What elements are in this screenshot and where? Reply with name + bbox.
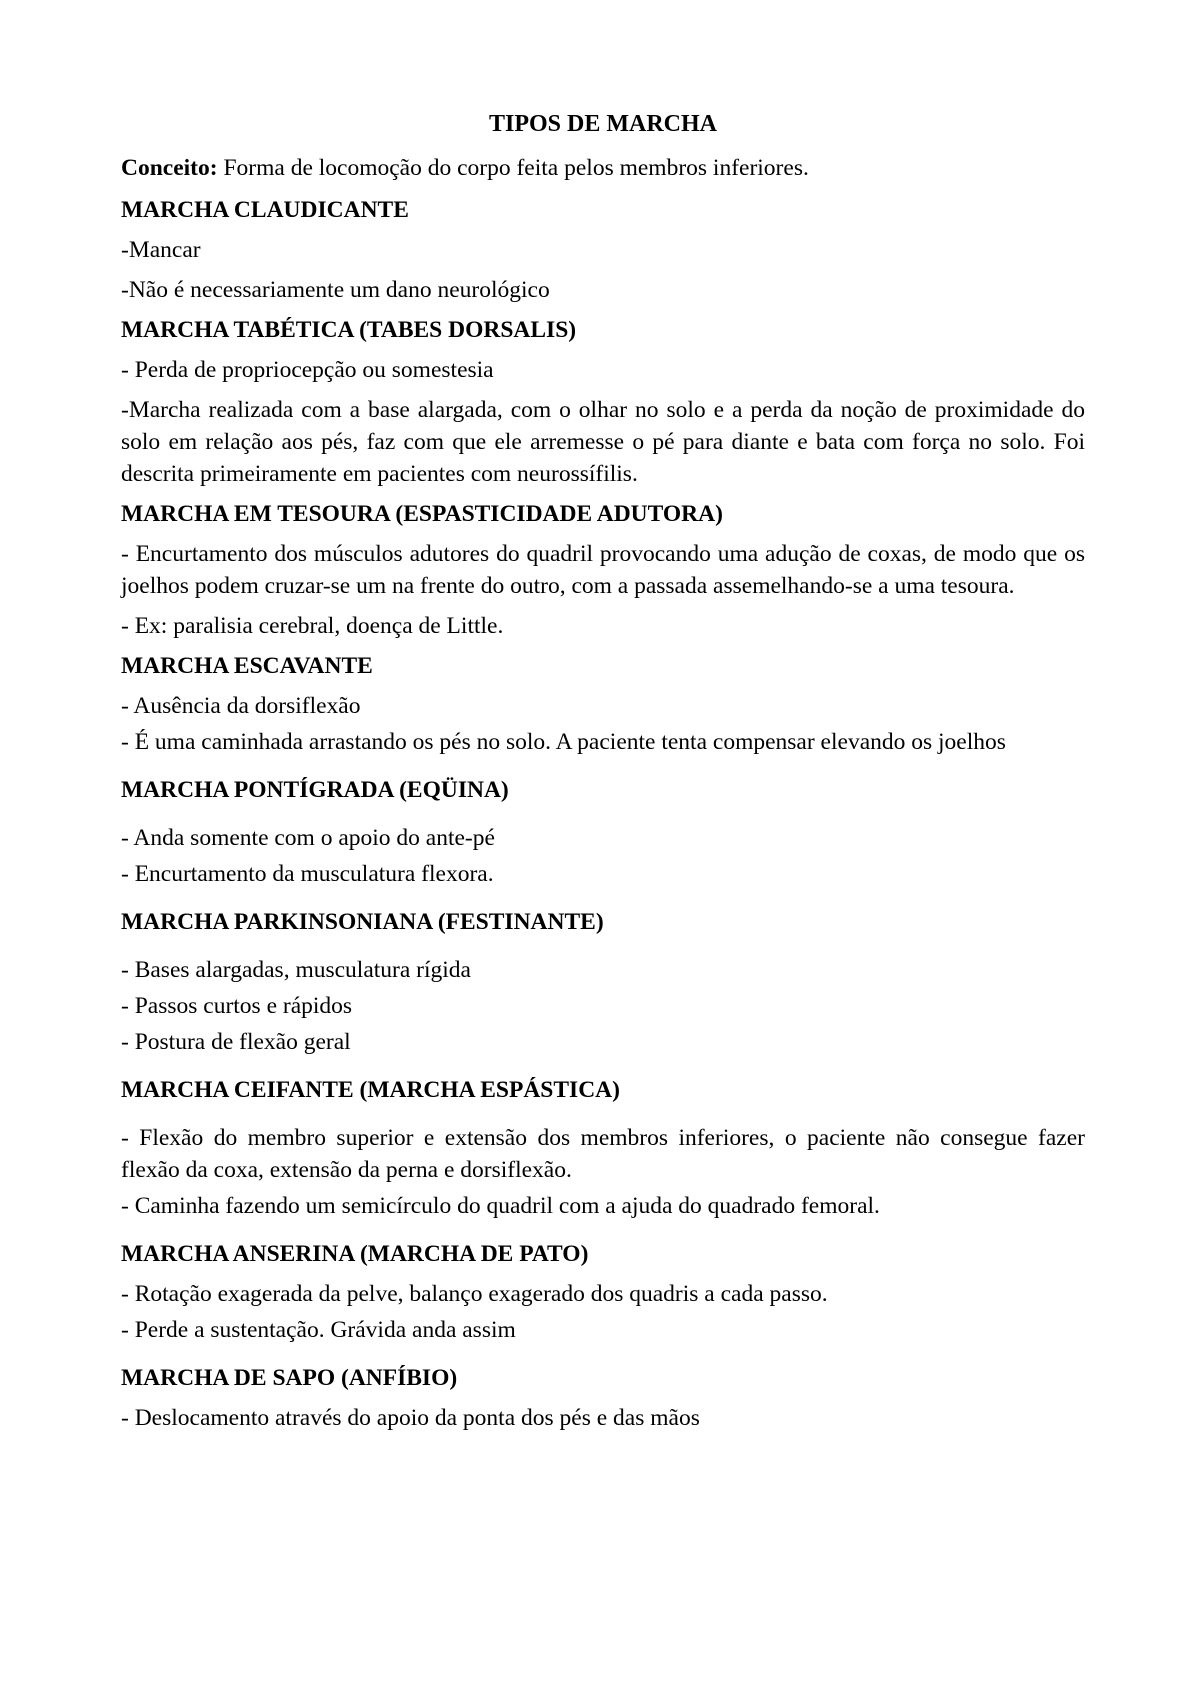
section-line: - Perde a sustentação. Grávida anda assim	[121, 1317, 516, 1343]
section-line: -Mancar	[121, 237, 201, 263]
section-marcha-anserina	[121, 1238, 1085, 1346]
section-line: - Deslocamento através do apoio da ponta dos pés e das mãos	[121, 1405, 700, 1431]
section-heading: MARCHA DE SAPO (ANFÍBIO)	[121, 1365, 458, 1391]
concept-label: Conceito:	[121, 155, 218, 181]
section-paragraph: - Encurtamento dos músculos adutores do quadril provocando uma adução de coxas, de modo que os joelhos podem cruzar-se um na frente do outro, com a passada assemelhando-se a uma tesoura.	[121, 541, 1085, 599]
section-marcha-pontigrada	[121, 774, 1085, 890]
section-heading: MARCHA ANSERINA (MARCHA DE PATO)	[121, 1241, 589, 1267]
section-heading: MARCHA CEIFANTE (MARCHA ESPÁSTICA)	[121, 1077, 620, 1103]
section-line: - Caminha fazendo um semicírculo do quadril com a ajuda do quadrado femoral.	[121, 1193, 880, 1219]
section-heading: MARCHA PARKINSONIANA (FESTINANTE)	[121, 909, 604, 935]
section-marcha-claudicante	[121, 194, 1085, 306]
concept-line	[121, 152, 1085, 184]
section-line: - Bases alargadas, musculatura rígida	[121, 957, 471, 983]
section-marcha-parkinsoniana	[121, 906, 1085, 1058]
section-heading: MARCHA CLAUDICANTE	[121, 197, 409, 223]
section-marcha-de-sapo	[121, 1362, 1085, 1434]
concept-text: Forma de locomoção do corpo feita pelos membros inferiores.	[217, 155, 809, 181]
section-line: - Rotação exagerada da pelve, balanço exagerado dos quadris a cada passo.	[121, 1281, 828, 1307]
section-marcha-ceifante	[121, 1074, 1085, 1222]
section-paragraph: - Flexão do membro superior e extensão dos membros inferiores, o paciente não consegue fazer flexão da coxa, extensão da perna e dorsiflexão.	[121, 1125, 1085, 1183]
section-marcha-escavante	[121, 650, 1085, 758]
section-line: - Anda somente com o apoio do ante-pé	[121, 825, 495, 851]
section-line: - Postura de flexão geral	[121, 1029, 351, 1055]
section-heading: MARCHA ESCAVANTE	[121, 653, 373, 679]
section-marcha-tabetica	[121, 314, 1085, 490]
document-title: TIPOS DE MARCHA	[488, 111, 717, 137]
section-marcha-em-tesoura	[121, 498, 1085, 642]
section-line: - Ausência da dorsiflexão	[121, 693, 361, 719]
section-line: - Perda de propriocepção ou somestesia	[121, 357, 494, 383]
section-line: - Encurtamento da musculatura flexora.	[121, 861, 494, 887]
section-heading: MARCHA PONTÍGRADA (EQÜINA)	[121, 777, 509, 803]
section-heading: MARCHA TABÉTICA (TABES DORSALIS)	[121, 317, 577, 343]
section-line: - É uma caminhada arrastando os pés no solo. A paciente tenta compensar elevando os joelhos	[121, 729, 1006, 755]
section-line: - Ex: paralisia cerebral, doença de Little.	[121, 613, 504, 639]
section-heading: MARCHA EM TESOURA (ESPASTICIDADE ADUTORA)	[121, 501, 723, 527]
section-line: -Não é necessariamente um dano neurológico	[121, 277, 550, 303]
document-page	[121, 108, 1085, 1442]
section-paragraph: -Marcha realizada com a base alargada, com o olhar no solo e a perda da noção de proximidade do solo em relação aos pés, faz com que ele arremesse o pé para diante e bata com força no solo. Foi descrita primeiramente em pacientes com neurossífilis.	[121, 397, 1085, 487]
section-line: - Passos curtos e rápidos	[121, 993, 353, 1019]
